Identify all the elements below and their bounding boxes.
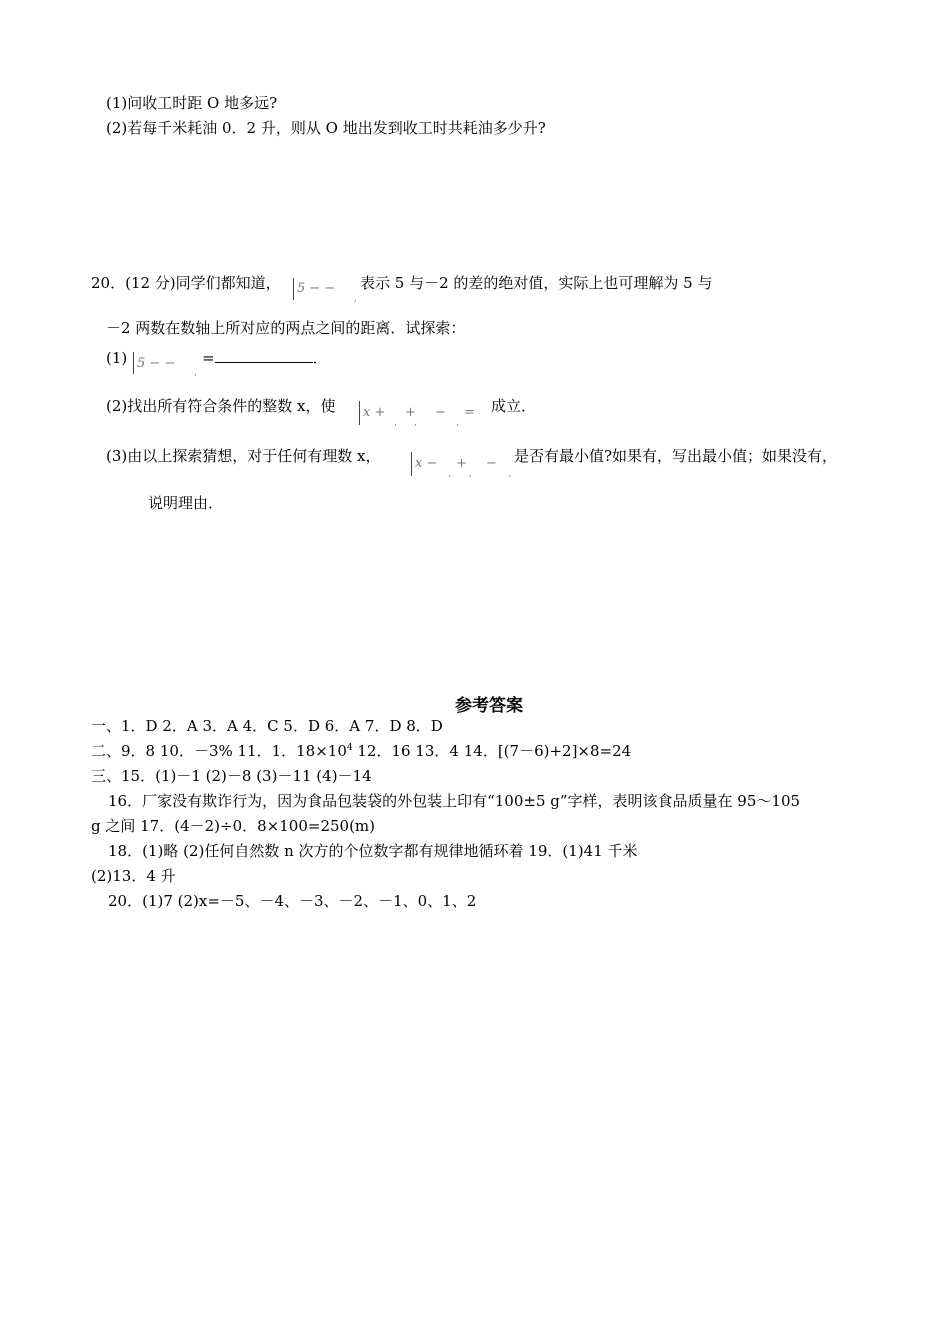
q20-p3-line2: 说明理由． — [148, 494, 224, 512]
math-expr: 5 − − — [297, 281, 336, 296]
exponent: 4 — [346, 743, 353, 753]
q20-p1-answer — [202, 348, 328, 368]
answers-line-2-a: 二、9．8 10．－3% 11．1．18×10 — [91, 742, 347, 760]
answers-line-6: 18．(1)略 (2)任何自然数 n 次方的个位数字都有规律地循环着 19．(1)41 千米 — [108, 842, 638, 860]
abs-bar-left — [411, 452, 412, 476]
math-subscript: , — [194, 368, 197, 378]
q20-intro-prefix: 20．(12 分)同学们都知道， — [91, 274, 281, 292]
q20-p2-prefix: (2)找出所有符合条件的整数 x，使 — [106, 397, 336, 415]
q20-p3-prefix: (3)由以上探索猜想，对于任何有理数 x， — [106, 447, 381, 465]
math-subscript: , — [394, 418, 397, 428]
q20-intro-line2: －2 两数在数轴上所对应的两点之间的距离．试探索： — [106, 319, 466, 337]
answers-line-7: (2)13．4 升 — [91, 867, 176, 885]
answers-line-2 — [91, 741, 631, 761]
math-subscript: , — [469, 469, 472, 479]
math-expr-a: x − — [415, 456, 438, 471]
period: ． — [312, 349, 328, 367]
math-subscript: , — [448, 469, 451, 479]
answers-line-4: 16．厂家没有欺诈行为，因为食品包装袋的外包装上印有“100±5 g”字样，表明该食品质量在 95～105 — [108, 792, 801, 810]
q20-p2-suffix: 成立． — [491, 397, 537, 415]
math-subscript: , — [354, 294, 357, 304]
answers-line-5: g 之间 17．(4－2)÷0．8×100=250(m) — [91, 817, 375, 835]
abs-bar-left — [293, 278, 294, 300]
math-subscript: , — [508, 469, 511, 479]
q20-p1-label: (1) — [106, 349, 128, 367]
answers-line-8: 20．(1)7 (2)x=－5、－4、－3、－2、－1、0、1、2 — [108, 892, 477, 910]
math-expr-c: − — [486, 456, 497, 471]
math-expr-b: + — [405, 405, 416, 420]
math-expr-a: x + — [363, 405, 386, 420]
abs-bar-left — [133, 352, 134, 374]
math-expr-d: = — [464, 405, 475, 420]
answers-title: 参考答案 — [455, 696, 523, 716]
answers-line-3: 三、15．(1)－1 (2)－8 (3)－11 (4)－14 — [91, 767, 372, 785]
math-subscript: , — [456, 418, 459, 428]
q19-part2: (2)若每千米耗油 0．2 升，则从 O 地出发到收工时共耗油多少升? — [106, 119, 546, 137]
q20-intro-suffix: 表示 5 与－2 的差的绝对值，实际上也可理解为 5 与 — [360, 274, 713, 292]
math-subscript: , — [414, 418, 417, 428]
q19-part1: (1)问收工时距 O 地多远? — [106, 94, 278, 112]
answer-blank[interactable] — [215, 348, 313, 363]
answers-line-2-b: 12．16 13．4 14．[(7－6)+2]×8=24 — [352, 742, 632, 760]
math-expr-b: + — [456, 456, 467, 471]
abs-bar-left — [359, 401, 360, 425]
math-expr: 5 − − — [137, 356, 176, 371]
q20-p3-suffix: 是否有最小值?如果有，写出最小值；如果没有， — [514, 447, 838, 465]
answers-line-1: 一、1．D 2．A 3．A 4．C 5．D 6．A 7．D 8．D — [91, 717, 443, 735]
equals-sign: = — [202, 349, 215, 367]
math-expr-c: − — [435, 405, 446, 420]
